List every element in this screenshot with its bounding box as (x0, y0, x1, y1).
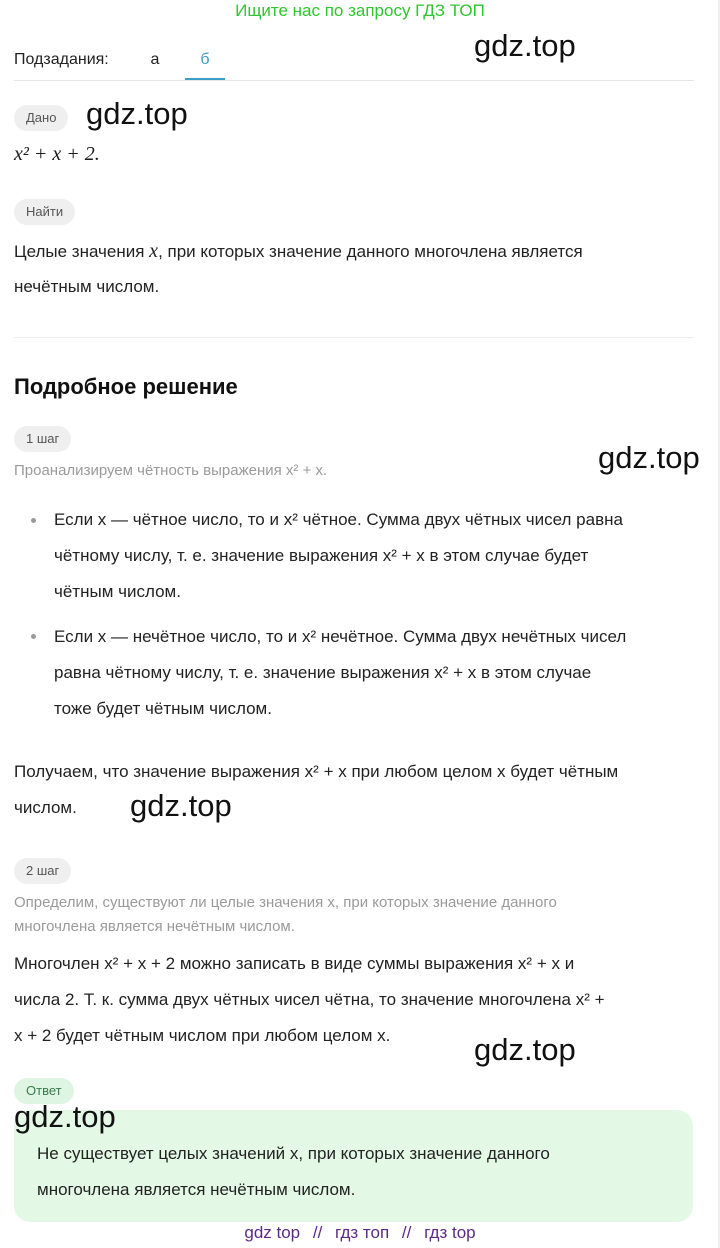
footer-separator: // (401, 1223, 412, 1242)
find-text-line2: нечётным числом. (14, 277, 160, 296)
step1-chip: 1 шаг (14, 426, 71, 452)
step1-hint: Проанализируем чётность выражения x² + x. (14, 462, 328, 479)
step2-hint-line1: Определим, существуют ли целые значения x, при которых значение данного (14, 894, 557, 911)
bullet1-line3: чётным числом. (54, 582, 181, 601)
bullet2-line3: тоже будет чётным числом. (54, 699, 272, 718)
tab-b[interactable]: б (200, 51, 210, 68)
answer-chip: Ответ (14, 1078, 74, 1104)
find-text-part: , при которых значение данного многочлена является (158, 242, 583, 261)
footer-link[interactable]: гдз top (424, 1223, 476, 1242)
find-text-line1 (14, 233, 704, 270)
step2-chip: 2 шаг (14, 858, 71, 884)
footer-link[interactable]: gdz top (244, 1223, 301, 1242)
step1-conclusion-line2: числом. (14, 798, 77, 817)
footer-link[interactable]: гдз топ (335, 1223, 390, 1242)
active-tab-indicator (185, 78, 225, 80)
bullet-dot (31, 634, 36, 639)
step2-line3: x + 2 будет чётным числом при любом целом x. (14, 1026, 391, 1045)
variable-x: x (149, 240, 159, 262)
watermark: gdz.top (86, 96, 188, 131)
step2-line1: Многочлен x² + x + 2 можно записать в виде суммы выражения x² + x и (14, 954, 575, 973)
watermark: gdz.top (474, 28, 576, 63)
step2-line2: числа 2. Т. к. сумма двух чётных чисел чётна, то значение многочлена x² + (14, 990, 605, 1009)
section-divider (14, 337, 694, 338)
watermark: gdz.top (14, 1099, 116, 1134)
step1-conclusion-line1: Получаем, что значение выражения x² + x при любом целом x будет чётным (14, 762, 619, 781)
watermark: gdz.top (130, 788, 232, 823)
answer-line2: многочлена является нечётным числом. (37, 1180, 356, 1199)
bullet2-line2: равна чётному числу, т. е. значение выражения x² + x в этом случае (54, 663, 592, 682)
bullet-dot (31, 518, 36, 523)
subtasks-bar (14, 40, 694, 81)
given-chip: Дано (14, 105, 68, 131)
bullet1-line2: чётному числу, т. е. значение выражения x² + x в этом случае будет (54, 546, 589, 565)
footer-links (0, 1222, 720, 1244)
watermark: gdz.top (474, 1032, 576, 1067)
answer-line1: Не существует целых значений x, при которых значение данного (37, 1144, 550, 1163)
promo-banner: Ищите нас по запросу ГДЗ ТОП (235, 1, 485, 20)
tab-a[interactable]: а (150, 51, 160, 68)
solution-heading: Подробное решение (14, 374, 238, 399)
bullet1-line1: Если x — чётное число, то и x² чётное. Сумма двух чётных чисел равна (54, 510, 623, 529)
bullet2-line1: Если x — нечётное число, то и x² нечётное. Сумма двух нечётных чисел (54, 627, 627, 646)
find-text-part: Целые значения (14, 242, 150, 261)
watermark: gdz.top (598, 440, 700, 475)
subtasks-label: Подзадания: (14, 51, 109, 68)
given-expression: x² + x + 2. (14, 143, 100, 165)
find-chip: Найти (14, 199, 75, 225)
footer-separator: // (312, 1223, 323, 1242)
step2-hint-line2: многочлена является нечётным числом. (14, 918, 295, 935)
